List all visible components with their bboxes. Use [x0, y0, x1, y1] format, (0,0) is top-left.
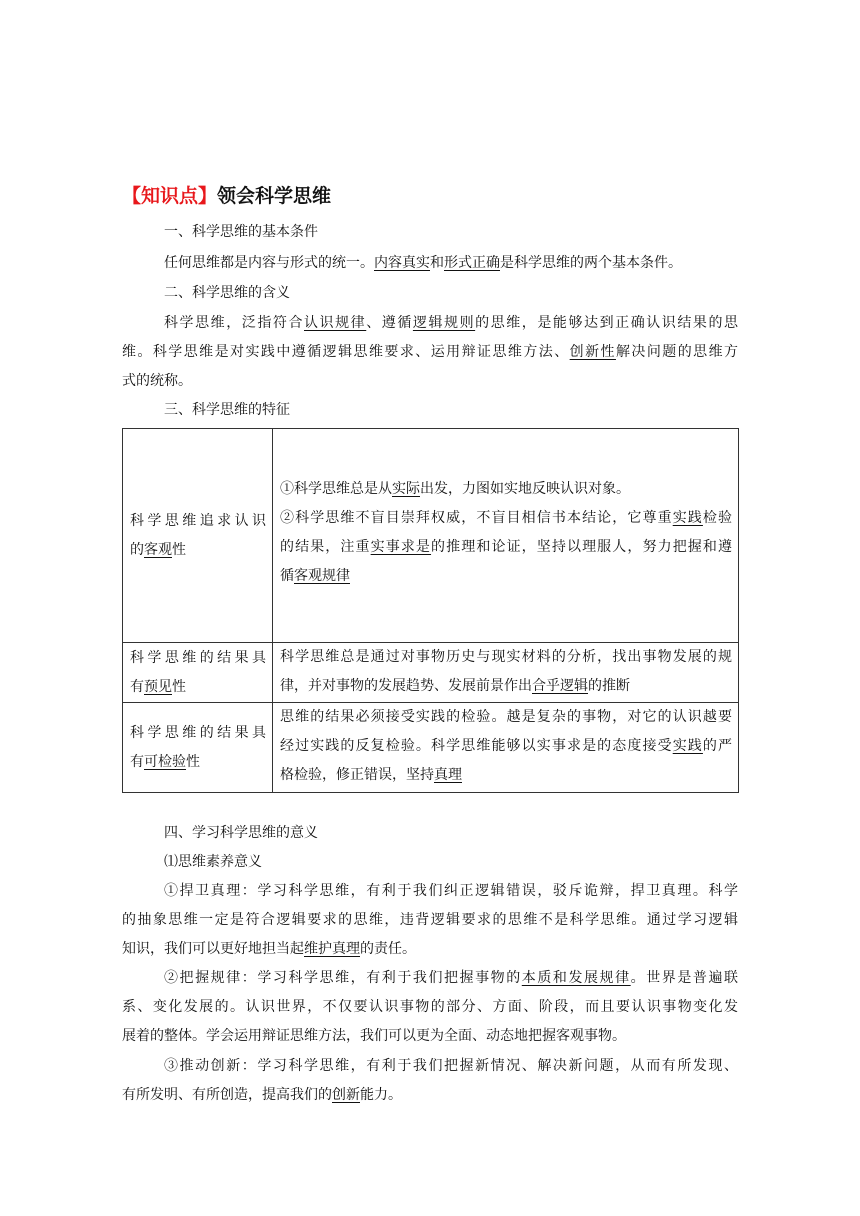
section-1-body: 任何思维都是内容与形式的统一。内容真实和形式正确是科学思维的两个基本条件。: [164, 255, 682, 271]
text-line: ①捍卫真理：学习科学思维，有利于我们纠正逻辑错误，驳斥诡辩，捍卫真理。科学: [164, 883, 738, 899]
title-bracket: 【知识点】: [122, 185, 218, 207]
section-2-body: [122, 309, 738, 396]
keyword: 逻辑规则: [412, 315, 476, 331]
text-line: ②科学思维不盲目崇拜权威，不盲目相信书本结论，它尊重实践检验: [280, 510, 733, 526]
table-row: [123, 643, 739, 703]
table-cell-label: 科学思维追求认识 的客观性: [123, 429, 273, 643]
keyword: 维护真理: [304, 941, 360, 957]
text-line: 律，并对事物的发展趋势、发展前景作出合乎逻辑的推断: [280, 678, 630, 694]
keyword: 预见: [144, 678, 172, 695]
text-line: ③推动创新：学习科学思维，有利于我们把握新情况、解决新问题，从而有所发现、: [164, 1058, 738, 1074]
table-cell-label: 科学思维的结果具 有预见性: [123, 643, 273, 703]
text-line: ②把握规律：学习科学思维，有利于我们把握事物的本质和发展规律。世界是普遍联: [164, 970, 739, 986]
keyword: 实践: [672, 510, 703, 526]
table-cell-content: [273, 703, 739, 793]
table-cell-content: [273, 429, 739, 643]
section-4-item-1: [122, 877, 738, 964]
text-line: 知识，我们可以更好地担当起维护真理的责任。: [122, 941, 416, 957]
keyword: 可检验: [144, 753, 186, 770]
table-cell-content: [273, 643, 739, 703]
keyword: 创新性: [569, 344, 616, 360]
keyword: 内容真实: [374, 255, 430, 271]
keyword: 认识规律: [304, 315, 367, 331]
section-1-heading: 一、科学思维的基本条件: [164, 224, 318, 240]
text-line: 循客观规律: [280, 568, 350, 584]
section-4-subheading: ⑴思维素养意义: [164, 854, 262, 870]
page-title: [122, 183, 331, 209]
text-line: 展着的整体。学会运用辩证思维方法，我们可以更为全面、动态地把握客观事物。: [122, 1028, 626, 1044]
text-line: 式的统称。: [122, 373, 192, 389]
section-4-item-3: [122, 1052, 738, 1110]
keyword: 实际: [392, 481, 420, 497]
title-text: 领会科学思维: [217, 185, 332, 207]
keyword: 本质和发展规律: [521, 970, 631, 986]
section-2-heading: 二、科学思维的含义: [164, 285, 290, 301]
text-line: 思维的结果必须接受实践的检验。越是复杂的事物，对它的认识越要: [280, 709, 732, 725]
keyword: 创新: [332, 1087, 360, 1103]
features-table: [122, 428, 739, 793]
keyword: 合乎逻辑: [532, 678, 588, 694]
text-line: 有所发明、有所创造，提高我们的创新能力。: [122, 1087, 402, 1103]
keyword: 实事求是: [370, 539, 432, 555]
section-4-item-2: [122, 964, 738, 1051]
table-row: [123, 429, 739, 643]
text-line: 维。科学思维是对实践中遵循逻辑思维要求、运用辩证思维方法、创新性解决问题的思维方: [122, 344, 739, 360]
text-line: 经过实践的反复检验。科学思维能够以实事求是的态度接受实践的严: [280, 738, 733, 754]
keyword: 客观规律: [294, 568, 350, 584]
keyword: 实践: [672, 738, 703, 754]
keyword: 客观: [144, 541, 172, 558]
text-line: 系、变化发展的。认识世界，不仅要认识事物的部分、方面、阶段，而且要认识事物变化发: [122, 999, 738, 1015]
text-line: 科学思维总是通过对事物历史与现实材料的分析，找出事物发展的规: [280, 649, 732, 665]
section-3-heading: 三、科学思维的特征: [164, 402, 290, 418]
keyword: 真理: [434, 767, 462, 783]
keyword: 形式正确: [444, 255, 500, 271]
text-line: 格检验，修正错误，坚持真理: [280, 767, 462, 783]
text-line: 的结果，注重实事求是的推理和论证，坚持以理服人，努力把握和遵: [280, 539, 733, 555]
text-line: 科学思维，泛指符合认识规律、遵循逻辑规则的思维，是能够达到正确认识结果的思: [164, 315, 739, 331]
table-row: [123, 703, 739, 793]
section-4-heading: 四、学习科学思维的意义: [164, 825, 318, 841]
text-line: 的抽象思维一定是符合逻辑要求的思维，违背逻辑要求的思维不是科学思维。通过学习逻辑: [122, 912, 738, 928]
table-cell-label: 科学思维的结果具 有可检验性: [123, 703, 273, 793]
text-line: ①科学思维总是从实际出发，力图如实地反映认识对象。: [280, 481, 630, 497]
